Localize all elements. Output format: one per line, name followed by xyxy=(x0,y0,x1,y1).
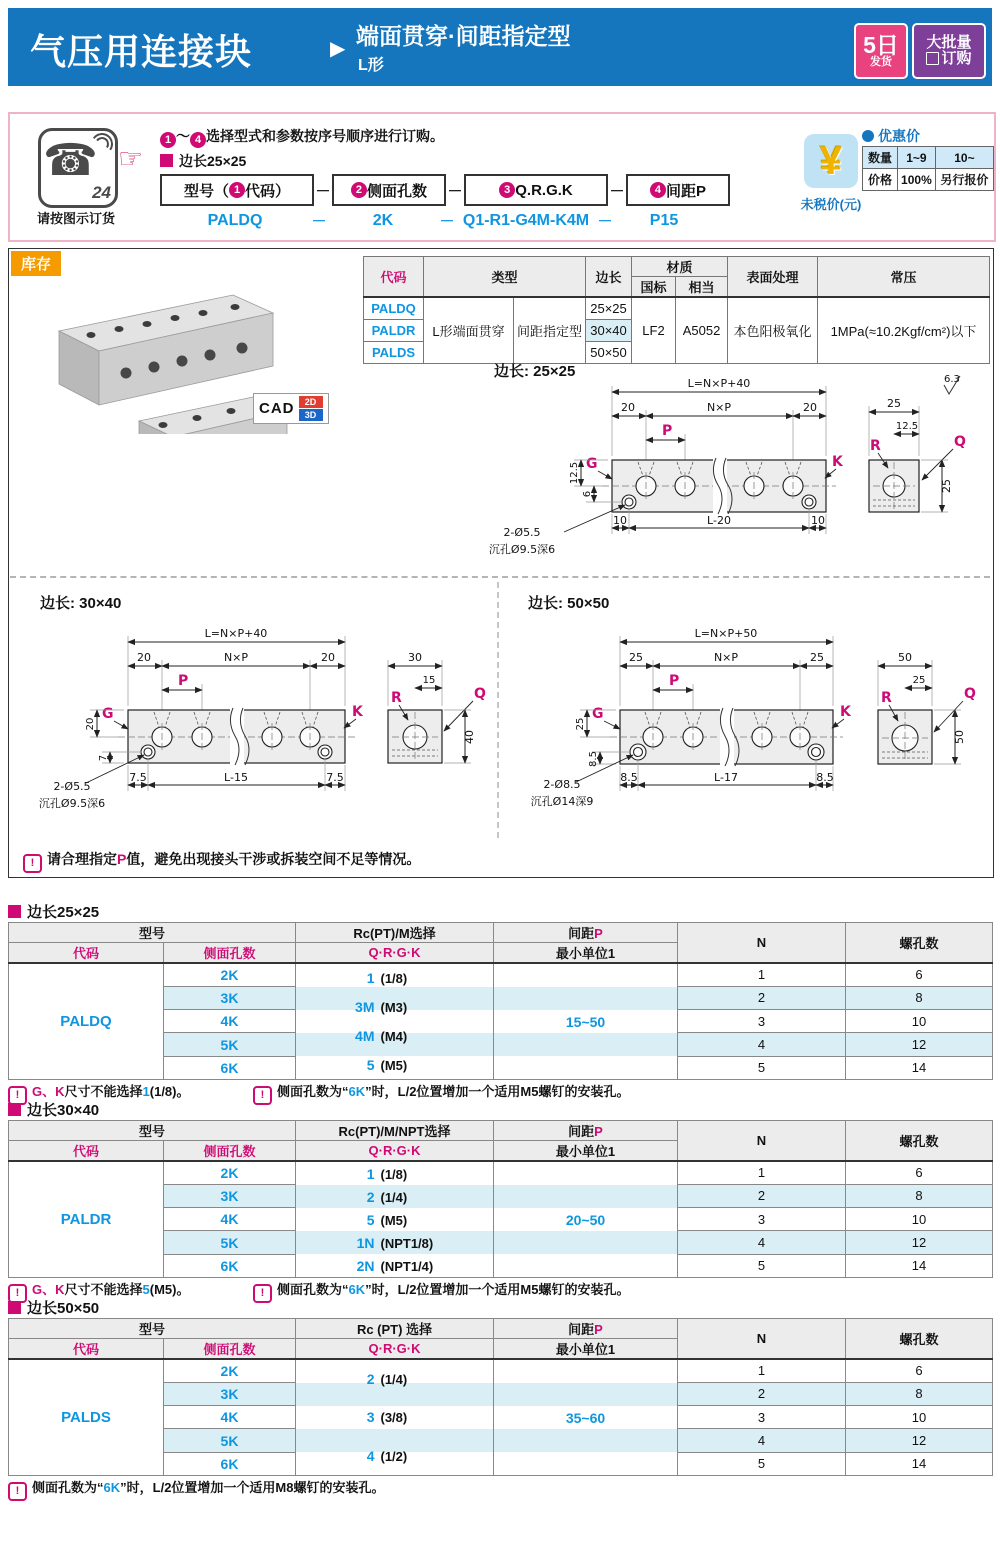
caution-icon: ! xyxy=(253,1284,272,1303)
col-n: N xyxy=(678,923,846,964)
col-rc: Rc (PT) 选择 xyxy=(296,1319,494,1339)
spec-header-code: 代码 xyxy=(364,257,424,298)
port-q-label: Q xyxy=(964,686,976,702)
phone-24-label: 24 xyxy=(92,183,111,202)
port-r-label: R xyxy=(881,690,892,706)
table-row: 3K 2 8 xyxy=(9,986,993,1009)
order-box-model: 型号（ 1 代码） xyxy=(160,174,314,206)
svg-text:7.5: 7.5 xyxy=(326,771,344,784)
svg-text:L-17: L-17 xyxy=(714,771,738,784)
svg-text:25: 25 xyxy=(810,651,824,664)
port-r-label: R xyxy=(391,690,402,706)
drawing-title: 边长: 50×50 xyxy=(528,595,610,612)
page-header xyxy=(8,8,992,86)
ship-label: 发货 xyxy=(870,56,892,69)
col-screws: 螺孔数 xyxy=(846,1121,993,1162)
order-box-pitch: 4 间距P xyxy=(626,174,730,206)
svg-text:L=N×P+40: L=N×P+40 xyxy=(687,377,751,390)
size-table-25x25 xyxy=(8,922,993,1080)
dash: － xyxy=(609,182,625,200)
col-qrgk: Q·R·G·K xyxy=(296,943,494,964)
price-value-row: 价格 100% 另行报价 xyxy=(863,169,994,191)
hole-spec: 2-Ø5.5 xyxy=(503,526,541,539)
blue-dot-icon xyxy=(862,130,874,142)
order-instruction: 1 ～ 4 选择型式和参数按序号顺序进行订购。 xyxy=(160,126,444,148)
bulk-order-badge xyxy=(912,23,986,79)
port-r-label: R xyxy=(870,438,881,454)
ship-days: 5日 xyxy=(863,32,899,59)
col-n: N xyxy=(678,1319,846,1360)
cbore-spec: 沉孔Ø14深9 xyxy=(530,795,594,808)
product-shape-label: L形 xyxy=(358,57,384,74)
spec-row: PALDQ L形端面贯穿 间距指定型 25×25 LF2 A5052 本色阳极氧化 1MPa(≈10.2Kgf/cm²)以下 xyxy=(364,297,990,319)
pink-square-icon xyxy=(8,905,21,918)
spec-row: PALDR 30×40 xyxy=(364,319,990,341)
price-header-row: 数量 1~9 10~ xyxy=(863,147,994,169)
svg-text:L-15: L-15 xyxy=(224,771,248,784)
pitch-range: 35~60 xyxy=(494,1359,678,1476)
dash: － xyxy=(439,213,455,230)
col-holes: 侧面孔数 xyxy=(164,1339,296,1360)
svg-text:12.5: 12.5 xyxy=(569,461,580,485)
hole-spec: 2-Ø8.5 xyxy=(543,778,581,791)
port-g-label: G xyxy=(586,456,598,472)
tax-note: 未税价(元) xyxy=(800,197,862,212)
drawing-title: 边长: 30×40 xyxy=(40,595,122,612)
footnote: ! 侧面孔数为“6K”时，L/2位置增加一个适用M5螺钉的安装孔。 xyxy=(253,1081,629,1105)
pink-square-icon xyxy=(8,1103,21,1116)
cad-label: CAD xyxy=(259,400,295,417)
spec-header-pressure: 常压 xyxy=(818,257,990,298)
svg-text:20: 20 xyxy=(621,401,635,414)
dash: － xyxy=(447,182,463,200)
step-1-icon: 1 xyxy=(160,132,176,148)
svg-text:50: 50 xyxy=(953,730,966,744)
ordering-panel xyxy=(8,112,996,242)
rc-options: 2 (1/4) 3 (3/8) 4 (1/2) xyxy=(366,1371,408,1464)
svg-text:25: 25 xyxy=(575,717,586,731)
svg-text:15: 15 xyxy=(422,675,436,686)
phone-24-icon xyxy=(38,128,118,208)
rc-options: 1 (1/8) 2 (1/4) 5 (M5) 1N (NPT1/8) 2N (NPT1/4) xyxy=(356,1165,434,1274)
yen-icon: ¥ xyxy=(804,134,858,188)
order-size-label: 边长25×25 xyxy=(160,151,246,171)
col-pitch-sub: 最小单位1 xyxy=(494,943,678,964)
dash: － xyxy=(597,213,613,230)
col-model: 型号 xyxy=(9,1319,296,1339)
step-2-icon: 2 xyxy=(351,182,367,198)
svg-text:7: 7 xyxy=(98,754,109,762)
svg-text:10: 10 xyxy=(613,514,627,527)
divider xyxy=(497,582,499,838)
pink-square-icon xyxy=(160,154,173,167)
spec-header-surface: 表面处理 xyxy=(728,257,818,298)
svg-text:N×P: N×P xyxy=(223,651,249,664)
svg-text:N×P: N×P xyxy=(713,651,739,664)
example-holes: 2K xyxy=(372,211,394,229)
port-k-label: K xyxy=(832,454,843,470)
section-title-50x50: 边长50×50 xyxy=(8,1297,99,1318)
col-pitch-sub: 最小单位1 xyxy=(494,1141,678,1162)
step-4-icon: 4 xyxy=(650,182,666,198)
col-screws: 螺孔数 xyxy=(846,923,993,964)
rc-options: 1 (1/8) 3M (M3) 4M (M4) 5 (M5) xyxy=(355,970,408,1073)
table-row: PALDS 2K 2 (1/4) 3 (3/8) 4 (1/2) 35~60 1 6 xyxy=(9,1359,993,1382)
size-table-50x50 xyxy=(8,1318,993,1476)
svg-text:20: 20 xyxy=(85,717,96,731)
dash: － xyxy=(311,213,327,230)
example-qrgk: Q1-R1-G4M-K4M xyxy=(462,211,590,229)
cbore-spec: 沉孔Ø9.5深6 xyxy=(488,543,556,556)
product-subtitle: 端面贯穿·间距指定型 xyxy=(356,23,571,49)
spec-header-type: 类型 xyxy=(424,257,586,298)
svg-text:10: 10 xyxy=(811,514,825,527)
section-title-25x25: 边长25×25 xyxy=(8,901,99,922)
svg-text:L=N×P+40: L=N×P+40 xyxy=(204,627,268,640)
table-row: 6K 5 14 xyxy=(9,1452,993,1475)
svg-text:25: 25 xyxy=(940,479,953,493)
divider xyxy=(10,576,990,578)
spec-header-equiv: 相当 xyxy=(676,277,728,298)
table-row: 4K 3 10 xyxy=(9,1208,993,1231)
stock-badge: 库存 xyxy=(11,251,61,276)
svg-text:12.5: 12.5 xyxy=(895,421,919,432)
step-3-icon: 3 xyxy=(499,182,515,198)
table-row: PALDR 2K 1 (1/8) 2 (1/4) 5 (M5) 1N (NPT1/8) 2N (NPT1/4) 20~50 1 6 xyxy=(9,1161,993,1184)
product-title: 气压用连接块 xyxy=(30,31,253,72)
caution-icon: ! xyxy=(253,1086,272,1105)
port-g-label: G xyxy=(102,706,114,722)
table-row: 4K 3 10 xyxy=(9,1406,993,1429)
order-caption: 请按图示订货 xyxy=(36,211,115,226)
caution-icon: ! xyxy=(8,1086,27,1105)
port-k-label: K xyxy=(840,704,851,720)
col-code: 代码 xyxy=(9,1141,164,1162)
col-model: 型号 xyxy=(9,1121,296,1141)
table-row: 3K 2 8 xyxy=(9,1382,993,1405)
svg-text:30: 30 xyxy=(408,651,422,664)
drawing-25x25 xyxy=(336,356,992,574)
cad-3d-chip: 3D xyxy=(299,409,323,421)
drawing-30x40 xyxy=(10,580,496,842)
price-table xyxy=(862,146,994,191)
port-k-label: K xyxy=(352,704,363,720)
svg-text:L=N×P+50: L=N×P+50 xyxy=(694,627,758,640)
col-n: N xyxy=(678,1121,846,1162)
step-1-icon: 1 xyxy=(229,182,245,198)
col-qrgk: Q·R·G·K xyxy=(296,1141,494,1162)
svg-text:7.5: 7.5 xyxy=(129,771,147,784)
col-rc: Rc(PT)/M选择 xyxy=(296,923,494,943)
svg-text:40: 40 xyxy=(463,730,476,744)
svg-text:P: P xyxy=(178,673,189,689)
svg-text:25: 25 xyxy=(912,675,926,686)
spec-header-material: 材质 xyxy=(632,257,728,277)
footnote: ! 侧面孔数为“6K”时，L/2位置增加一个适用M5螺钉的安装孔。 xyxy=(253,1279,629,1303)
svg-text:50: 50 xyxy=(898,651,912,664)
spec-header-gb: 国标 xyxy=(632,277,676,298)
col-model: 型号 xyxy=(9,923,296,943)
model-code: PALDS xyxy=(9,1359,164,1476)
col-code: 代码 xyxy=(9,943,164,964)
roughness-label: 6.3 xyxy=(944,374,960,385)
svg-text:6: 6 xyxy=(582,490,593,498)
svg-text:P: P xyxy=(669,673,680,689)
deal-price-label: 优惠价 xyxy=(862,126,920,146)
drawing-50x50 xyxy=(500,580,988,842)
order-box-holes: 2 侧面孔数 xyxy=(332,174,446,206)
example-model: PALDQ xyxy=(207,211,263,229)
pitch-range: 15~50 xyxy=(494,963,678,1080)
svg-text:P: P xyxy=(662,423,673,439)
step-4-icon: 4 xyxy=(190,132,206,148)
arrow-right-icon: ▶ xyxy=(330,38,346,60)
table-row: 6K 5 14 xyxy=(9,1254,993,1277)
col-pitch: 间距P xyxy=(494,1121,678,1141)
col-pitch: 间距P xyxy=(494,923,678,943)
col-holes: 侧面孔数 xyxy=(164,943,296,964)
svg-text:20: 20 xyxy=(321,651,335,664)
table-row: PALDQ 2K 1 (1/8) 3M (M3) 4M (M4) 5 (M5) 15~50 1 6 xyxy=(9,963,993,986)
col-pitch-sub: 最小单位1 xyxy=(494,1339,678,1360)
usage-note: ! 请合理指定P值，避免出现接头干涉或拆装空间不足等情况。 xyxy=(23,849,420,873)
svg-text:25: 25 xyxy=(629,651,643,664)
caution-icon: ! xyxy=(23,854,42,873)
spec-table xyxy=(363,256,990,364)
order-example-row xyxy=(160,210,714,231)
drawing-title: 边长: 25×25 xyxy=(494,363,576,380)
cad-badge xyxy=(253,393,329,424)
spec-header-side: 边长 xyxy=(586,257,632,298)
table-row: 6K 5 14 xyxy=(9,1056,993,1079)
svg-text:25: 25 xyxy=(887,397,901,410)
footnote: ! G、K尺寸不能选择5(M5)。 xyxy=(8,1279,189,1303)
port-q-label: Q xyxy=(474,686,486,702)
table-row: 5K 4 12 xyxy=(9,1231,993,1254)
model-code: PALDR xyxy=(9,1161,164,1278)
col-qrgk: Q·R·G·K xyxy=(296,1339,494,1360)
svg-text:L-20: L-20 xyxy=(707,514,731,527)
svg-text:20: 20 xyxy=(803,401,817,414)
ship-5day-badge xyxy=(854,23,908,79)
pointing-finger-icon: ☞ xyxy=(118,143,144,174)
port-g-label: G xyxy=(592,706,604,722)
col-pitch: 间距P xyxy=(494,1319,678,1339)
table-row: 4K 3 10 xyxy=(9,1010,993,1033)
table-row: 5K 4 12 xyxy=(9,1429,993,1452)
pitch-range: 20~50 xyxy=(494,1161,678,1278)
phone-glyph: ☎ xyxy=(43,136,98,185)
dash: － xyxy=(315,182,331,200)
col-screws: 螺孔数 xyxy=(846,1319,993,1360)
svg-text:N×P: N×P xyxy=(706,401,732,414)
model-code: PALDQ xyxy=(9,963,164,1080)
svg-text:20: 20 xyxy=(137,651,151,664)
footnote: ! G、K尺寸不能选择1(1/8)。 xyxy=(8,1081,190,1105)
cad-2d-chip: 2D xyxy=(299,396,323,408)
cbore-spec: 沉孔Ø9.5深6 xyxy=(38,797,106,810)
table-row: 3K 2 8 xyxy=(9,1184,993,1207)
spec-row: PALDS 50×50 xyxy=(364,341,990,363)
svg-text:8.5: 8.5 xyxy=(816,771,834,784)
caution-icon: ! xyxy=(8,1482,27,1501)
bulk-label-2: 订购 xyxy=(941,50,972,67)
order-format-row xyxy=(160,174,730,206)
order-box-qrgk: 3 Q.R.G.K xyxy=(464,174,608,206)
caution-icon: ! xyxy=(8,1284,27,1303)
pink-square-icon xyxy=(8,1301,21,1314)
footnote: ! 侧面孔数为“6K”时，L/2位置增加一个适用M8螺钉的安装孔。 xyxy=(8,1477,384,1501)
section-title-30x40: 边长30×40 xyxy=(8,1099,99,1120)
bulk-order-icon xyxy=(926,52,939,65)
col-code: 代码 xyxy=(9,1339,164,1360)
port-q-label: Q xyxy=(954,434,966,450)
col-holes: 侧面孔数 xyxy=(164,1141,296,1162)
hole-spec: 2-Ø5.5 xyxy=(53,780,91,793)
bulk-label-1: 大批量 xyxy=(926,34,972,52)
size-table-30x40 xyxy=(8,1120,993,1278)
svg-text:8.5: 8.5 xyxy=(588,751,599,767)
col-rc: Rc(PT)/M/NPT选择 xyxy=(296,1121,494,1141)
example-pitch: P15 xyxy=(649,211,679,229)
table-row: 5K 4 12 xyxy=(9,1033,993,1056)
svg-text:8.5: 8.5 xyxy=(620,771,638,784)
